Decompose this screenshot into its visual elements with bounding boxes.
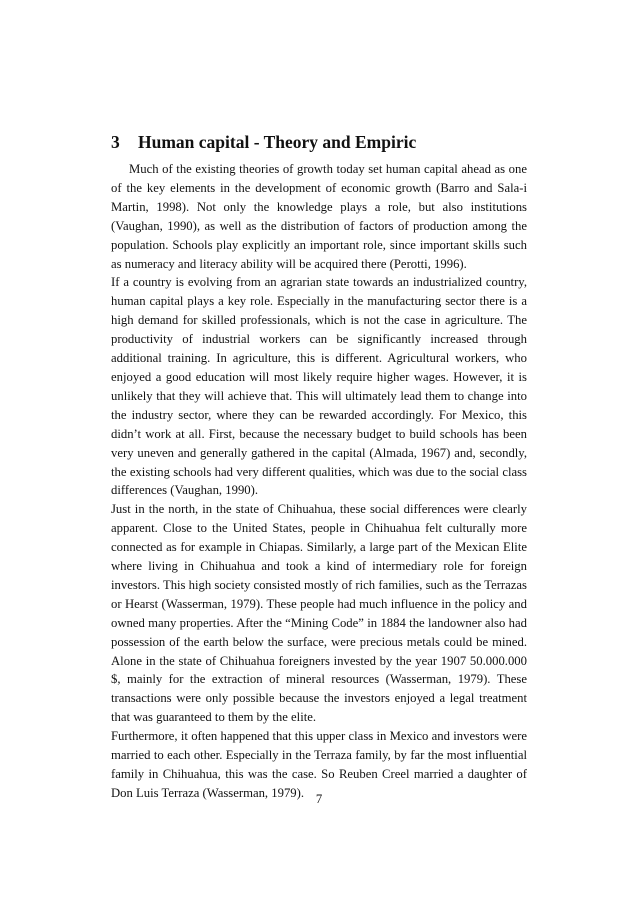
paragraph-agrarian-to-industrial: If a country is evolving from an agrarian state towards an industrialized country, human capital plays a key role. Especially in the manufacturing sector there is a high demand for skilled professionals, which is not the case in agriculture. The productivity of industrial workers can be significantly increased through additional training. In agriculture, this is different. Agricultural workers, who enjoyed a good education will most likely require higher wages. However, it is unlikely that they will achieve that. This will ultimately lead them to change into the industry sector, where they can be rewarded accordingly. For Mexico, this didn’t work at all. First, because the necessary budget to build schools has been very uneven and generally gathered in the capital (Almada, 1967) and, secondly, the existing schools had very different qualities, which was due to the social class differences (Vaughan, 1990). <box>111 275 527 498</box>
section-heading <box>111 131 511 153</box>
paragraph-upper-class-marriages: Furthermore, it often happened that this upper class in Mexico and investors were married to each other. Especially in the Terraza family, by far the most influential family in Chihuahua, this was the case. So Reuben Creel married a daughter of Don Luis Terraza (Wasserman, 1979). <box>111 729 527 800</box>
section-body <box>111 160 527 803</box>
section-number: 3 <box>111 132 120 152</box>
paragraph-chihuahua-social-differences: Just in the north, in the state of Chihuahua, these social differences were clearly apparent. Close to the United States, people in Chihuahua felt culturally more connected as for example in Chiapas. Similarly, a large part of the Mexican Elite where living in Chihuahua and took a kind of intermediary role for foreign investors. This high society consisted mostly of rich families, such as the Terrazas or Hearst (Wasserman, 1979). These people had much influence in the policy and owned many properties. After the “Mining Code” in 1884 the landowner also had possession of the earth below the surface, were precious metals could be mined. Alone in the state of Chihuahua foreigners invested by the year 1907 50.000.000 $, mainly for the extraction of mineral resources (Wasserman, 1979). These transactions were only possible because the investors enjoyed a legal treatment that was guaranteed to them by the elite. <box>111 502 527 725</box>
paragraph-human-capital-theory: Much of the existing theories of growth today set human capital ahead as one of the key elements in the development of economic growth (Barro and Sala-i Martin, 1998). Not only the knowledge plays a role, but also institutions (Vaughan, 1990), as well as the distribution of factors of production among the population. Schools play explicitly an important role, since important skills such as numeracy and literacy ability will be acquired there (Perotti, 1996). <box>111 162 527 271</box>
page-number: 7 <box>315 792 323 806</box>
section-title: Human capital - Theory and Empiric <box>138 132 417 152</box>
